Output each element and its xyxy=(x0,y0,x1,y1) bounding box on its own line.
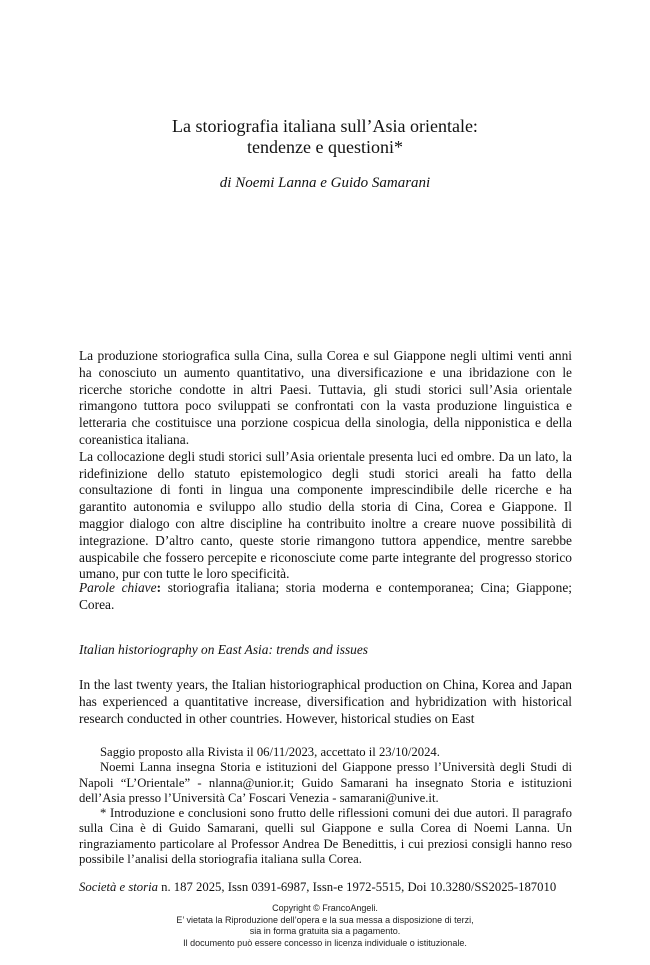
abstract-paragraph: La produzione storiografica sulla Cina, sulla Corea e sul Giappone negli ultimi venti anni ha conosciuto un aumento quantitativo, una diversificazione e una ibridazione con le ricerche storiche condotte in altri Paesi. Tuttavia, gli studi storici sull’Asia orientale rimangono tuttora poco sviluppati se confrontati con la vasta produzione linguistica e letteraria che costituisce una porzione cospicua della sinologia, della nipponistica e della coreanistica italiana. xyxy=(79,348,572,447)
article-title-line-2: tendenze e questioni* xyxy=(247,137,403,157)
copyright-line: sia in forma gratuita sia a pagamento. xyxy=(249,926,401,936)
footnote-submission: Saggio proposto alla Rivista il 06/11/2023, accettato il 23/10/2024. xyxy=(100,745,440,759)
abstract-italian xyxy=(79,348,572,583)
citation-details: n. 187 2025, Issn 0391-6987, Issn-e 1972-5515, Doi 10.3280/SS2025-187010 xyxy=(157,880,557,894)
journal-name: Società e storia xyxy=(79,880,158,894)
abstract-paragraph: La collocazione degli studi storici sull’Asia orientale presenta luci ed ombre. Da un lato, la ridefinizione dello statuto epistemologico degli studi storici areali ha fatto della consultazione di fonti in lingua una componente imprescindibile delle ricerche e ha garantito autonomia e sviluppo allo studio della storia di Cina, Corea e Giappone. Il maggior dialogo con altre discipline ha contribuito inoltre a creare nuove possibilità di integrazione. D’altro canto, queste storie rimangono tuttora appendice, mentre sarebbe auspicabile che fossero percepite e riconosciute come parte integrante del progresso storico umano, pur con tutte le loro specificità. xyxy=(79,448,572,582)
authors-byline: di Noemi Lanna e Guido Samarani xyxy=(219,175,431,191)
abstract-paragraph: In the last twenty years, the Italian historiographical production on China, Korea and Japan has experienced a quantitative increase, diversification and hybridization with historical research conducted in other countries. However, historical studies on East xyxy=(79,677,572,726)
footnotes xyxy=(79,745,572,867)
keywords-text: storiografia italiana; storia moderna e contemporanea; Cina; Giappone; Corea. xyxy=(79,580,572,612)
keywords xyxy=(79,580,572,614)
copyright-notice xyxy=(0,903,650,949)
copyright-line: Il documento può essere concesso in licenza individuale o istituzionale. xyxy=(183,937,467,948)
abstract-english xyxy=(79,677,572,727)
journal-citation xyxy=(79,880,572,895)
footnote-acknowledgement: * Introduzione e conclusioni sono frutto delle riflessioni comuni dei due autori. Il paragrafo sulla Cina è di Guido Samarani, quelli sul Giappone e sulla Corea di Noemi Lanna. Un ringraziamento particolare al Professor Andrea De Benedittis, i cui preziosi consigli hanno reso possibile l’analisi della storiografia italiana sulla Corea. xyxy=(79,806,572,867)
keywords-colon: : xyxy=(156,580,162,595)
footnote-authors: Noemi Lanna insegna Storia e istituzioni del Giappone presso l’Università degli Studi di Napoli “L’Orientale” - nlanna@unior.it; Guido Samarani ha insegnato Storia e istituzioni dell’Asia presso l’Università Ca’ Foscari Venezia - samarani@unive.it. xyxy=(79,760,572,805)
english-title: Italian historiography on East Asia: trends and issues xyxy=(79,642,369,657)
keywords-label: Parole chiave xyxy=(79,580,157,595)
copyright-line: Copyright © FrancoAngeli. xyxy=(272,903,378,913)
article-title-line-1: La storiografia italiana sull’Asia orientale: xyxy=(172,116,478,136)
copyright-line: E’ vietata la Riproduzione dell’opera e la sua messa a disposizione di terzi, xyxy=(176,914,474,925)
